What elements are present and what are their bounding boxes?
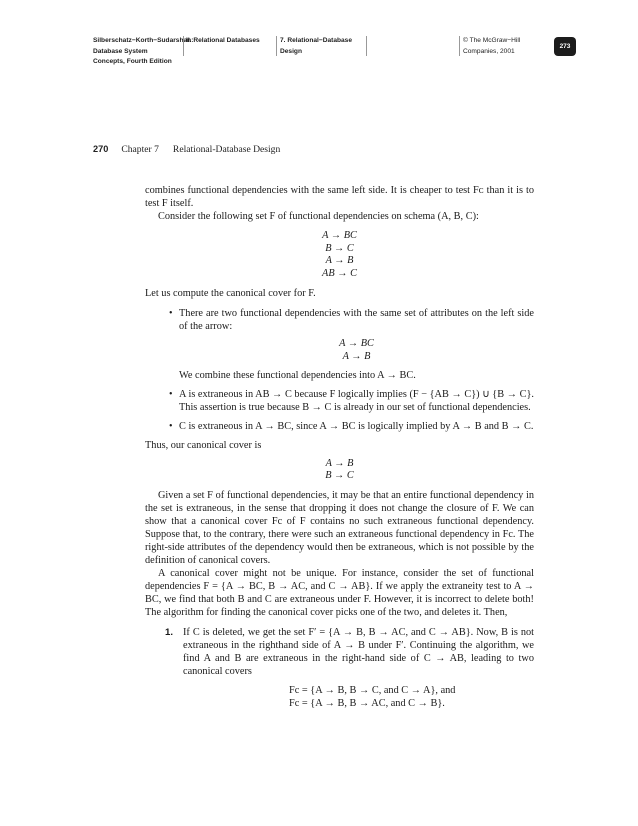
fd-line: AB → C (322, 267, 357, 279)
header-line: Companies, 2001 (463, 47, 515, 55)
page-body (145, 184, 534, 710)
bullet-dot: • (169, 308, 173, 320)
bullet-item (145, 307, 534, 381)
fd-line: A → BC (339, 338, 374, 350)
bullet-dot: • (169, 388, 173, 400)
canonical-covers (289, 684, 534, 710)
paragraph: combines functional dependencies with the same left side. It is cheaper to test Fᴄ than it is to test F itself. (145, 185, 534, 209)
bullet-list (145, 307, 534, 432)
header-book-info (93, 36, 193, 88)
header-line: Database System (93, 47, 148, 55)
header-part (186, 36, 260, 88)
running-head (93, 144, 280, 155)
header-line: 7. Relational−Database (280, 37, 353, 44)
canonical-cover (145, 458, 534, 483)
numbered-list (145, 626, 534, 710)
paragraph: Consider the following set F of functional dependencies on schema (A, B, C): (158, 211, 479, 222)
header-copyright (463, 36, 520, 88)
page-number-badge: 273 (554, 37, 576, 56)
fd-line: Fc = {A → B, B → C, and C → A}, and (289, 684, 456, 696)
paragraph: Given a set F of functional dependencies, it may be that an entire functional dependency in the set is extraneous, in the sense that dropping it does not change the closure of F. We can show that a canonical cover Fc of F contains no such extraneous functional dependency. Suppose that, to the contrary, there were such an extraneous functional dependency in Fc. The right-side attributes of the dependency would then be extraneous, which is not possible by the definition of canonical covers. (145, 489, 534, 566)
header-chapter (280, 36, 352, 88)
item-number: 1. (165, 626, 174, 638)
header-line: Design (280, 47, 302, 55)
fd-set (179, 338, 534, 363)
fd-line: A → B (325, 457, 354, 469)
fd-set (145, 230, 534, 280)
header-line: Silberschatz−Korth−Sudarshan: (93, 37, 194, 44)
header-divider (459, 36, 460, 56)
chapter-label: Chapter 7 (121, 144, 159, 155)
item-text: If C is deleted, we get the set F′ = {A → B, B → AC, and C → AB}. Now, B is not extraneous in the righthand side of A → B under F′. Continuing the algorithm, we find A and B are extraneous in the right-hand side of C → AB, leading to two canonical covers (183, 626, 534, 677)
paragraph: Let us compute the canonical cover for F. (145, 288, 316, 300)
header-divider (366, 36, 367, 56)
numbered-item (145, 626, 534, 710)
bullet-item (145, 388, 534, 414)
header-divider (276, 36, 277, 56)
fd-line: B → C (325, 242, 354, 254)
bullet-dot: • (169, 420, 173, 432)
paragraph: A canonical cover might not be unique. For instance, consider the set of functional dependencies F = {A → BC, B → AC, and C → AB}. If we apply the extraneity test to A → BC, we find that both B and C are extraneous under F. However, it is incorrect to delete both! The algorithm for finding the canonical cover picks one of the two, and deletes it. Then, (145, 567, 534, 618)
fd-line: A → BC (322, 230, 357, 241)
header-line: Concepts, Fourth Edition (93, 58, 172, 65)
bullet-text: A is extraneous in AB → C because F logically implies (F − {AB → C}) ∪ {B → C}. This assertion is true because B → C is already in our set of functional dependencies. (179, 388, 534, 413)
header-line: II. Relational Databases (186, 37, 260, 44)
chapter-title: Relational-Database Design (172, 144, 281, 155)
paragraph: Thus, our canonical cover is (145, 439, 262, 451)
header-line: © The McGraw−Hill (463, 37, 521, 44)
bullet-text: C is extraneous in A → BC, since A → BC is logically implied by A → B and B → C. (179, 420, 534, 432)
bullet-item (145, 420, 534, 433)
page-number: 270 (93, 144, 109, 154)
fd-line: Fc = {A → B, B → AC, and C → B}. (289, 697, 445, 709)
fd-line: B → C (325, 470, 354, 482)
fd-line: A → B (325, 255, 354, 267)
fd-line: A → B (342, 350, 371, 362)
bullet-text: We combine these functional dependencies into A → BC. (179, 369, 416, 381)
header-divider (183, 36, 184, 56)
bullet-text: There are two functional dependencies with the same set of attributes on the left side of the arrow: (179, 308, 534, 333)
